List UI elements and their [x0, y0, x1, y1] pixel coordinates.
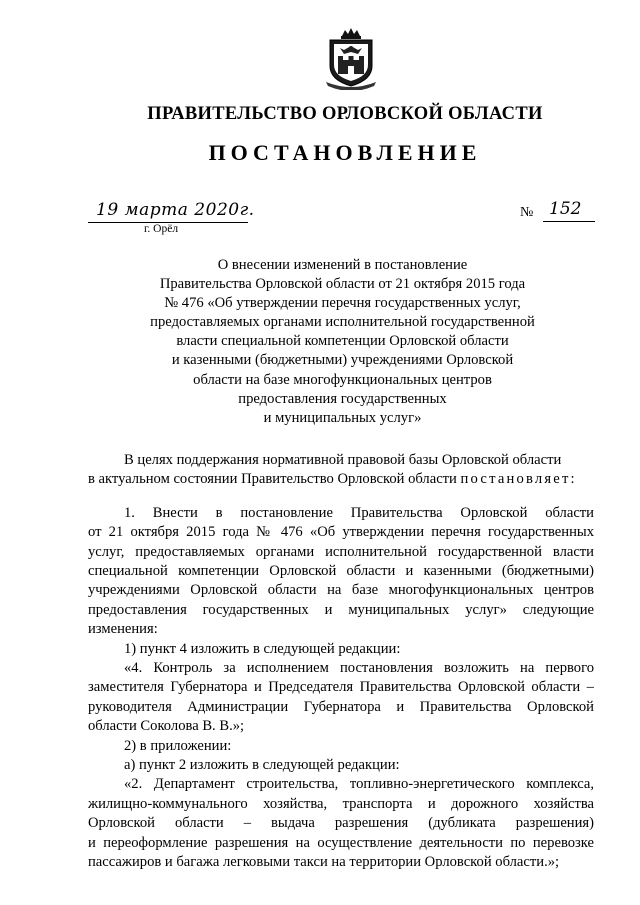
body-line: «4. Контроль за исполнением постановления возложить на первого: [124, 659, 594, 676]
body-line: 1) пункт 4 изложить в следующей редакции:: [124, 640, 401, 657]
preamble-line: [88, 470, 594, 489]
subject-line: предоставляемых органами исполнительной государственной: [150, 314, 535, 331]
number-label: №: [520, 205, 534, 220]
body-line: 1. Внести в постановление Правительства Орловской области: [124, 504, 594, 521]
body-line: предоставления государственных и муниципальных услуг» следующие: [88, 601, 594, 618]
document-type-title: ПОСТАНОВЛЕНИЕ: [208, 140, 482, 165]
document-body: [88, 451, 594, 872]
subject-line: власти специальной компетенции Орловской области: [176, 333, 509, 350]
body-line: руководителя Администрации Губернатора и Правительства Орловской: [88, 698, 594, 715]
document-city: г. Орёл: [144, 223, 179, 235]
government-title: ПРАВИТЕЛЬСТВО ОРЛОВСКОЙ ОБЛАСТИ: [147, 104, 543, 124]
body-line: области Соколова В. В.»;: [88, 718, 245, 735]
body-line: пассажиров и багажа легковыми такси на территории Орловской области.»;: [88, 853, 560, 870]
document-date: 19 марта 2020г.: [96, 200, 255, 220]
preamble-line: В целях поддержания нормативной правовой базы Орловской области: [124, 452, 562, 468]
document-number: 152: [549, 199, 582, 219]
number-underline: [543, 221, 595, 222]
body-line: жилищно-коммунального хозяйства, транспорта и дорожного хозяйства: [88, 795, 594, 812]
body-line: Орловской области – выдача разрешения (дубликата разрешения): [88, 815, 594, 832]
coat-of-arms-icon: [322, 26, 380, 90]
preamble-verb: постановляет:: [460, 471, 577, 488]
body-line: от 21 октября 2015 года № 476 «Об утверждении перечня государственных: [88, 524, 594, 541]
subject-line: № 476 «Об утверждении перечня государственных услуг,: [164, 295, 521, 312]
body-line: услуг, предоставляемых органами исполнительной государственной власти: [88, 543, 594, 560]
body-line: учреждениями Орловской области на базе многофункциональных центров: [88, 582, 594, 599]
paragraph-gap: [88, 490, 594, 504]
subject-line: области на базе многофункциональных центров: [193, 371, 492, 388]
body-line: специальной компетенции Орловской области и казенными (бюджетными): [88, 562, 594, 579]
body-line: и переоформление разрешения на осуществление деятельности по перевозке: [88, 834, 594, 851]
subject-line: О внесении изменений в постановление: [217, 257, 468, 273]
body-line: изменения:: [88, 621, 158, 638]
subject-line: предоставления государственных: [238, 390, 447, 407]
body-line: 2) в приложении:: [124, 737, 232, 754]
subject-line: и казенными (бюджетными) учреждениями Орловской: [171, 352, 514, 369]
subject-line: и муниципальных услуг»: [263, 409, 422, 426]
document-subject: [120, 256, 565, 428]
body-line: а) пункт 2 изложить в следующей редакции:: [124, 756, 400, 773]
body-line: заместителя Губернатора и Председателя Правительства Орловской области –: [88, 679, 594, 696]
preamble-text: в актуальном состоянии Правительство Орловской области: [88, 471, 461, 488]
subject-line: Правительства Орловской области от 21 октября 2015 года: [159, 276, 526, 293]
body-line: «2. Департамент строительства, топливно-энергетического комплекса,: [124, 776, 594, 793]
